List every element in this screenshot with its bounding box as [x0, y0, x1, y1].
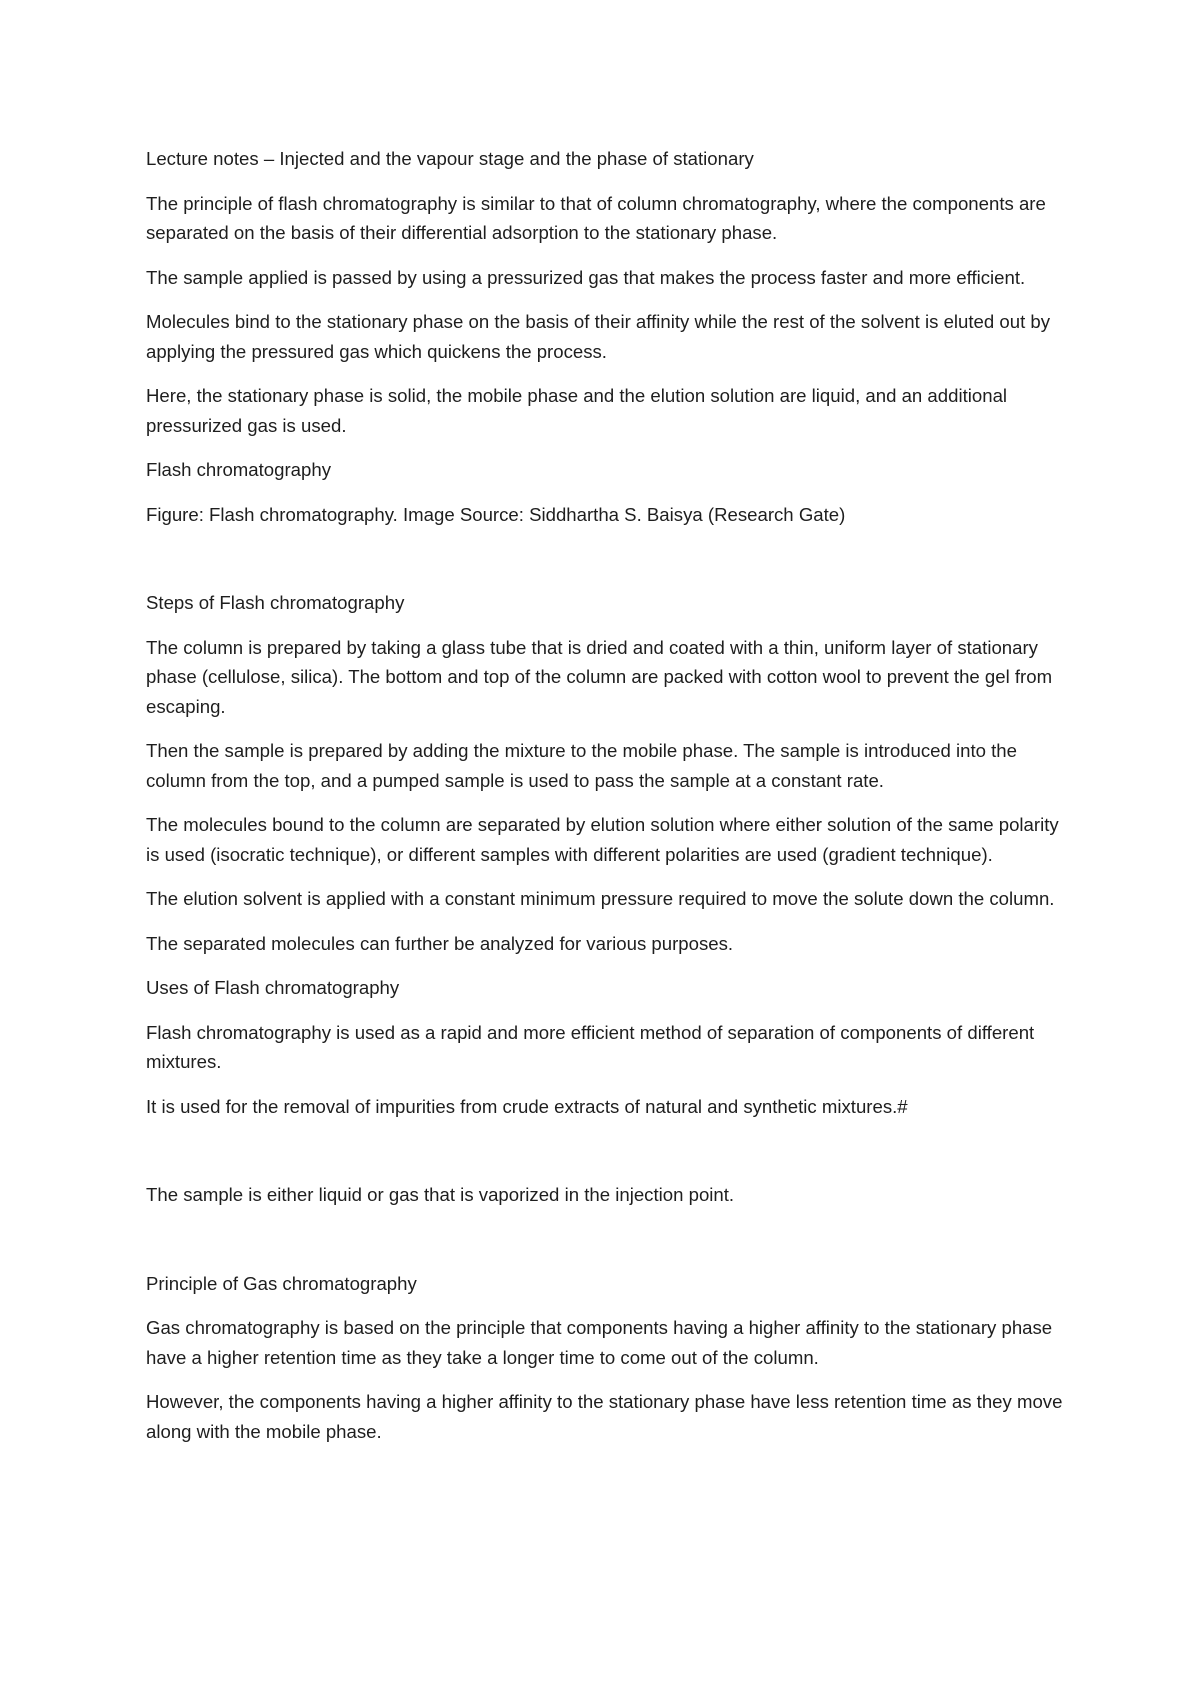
paragraph: The sample is either liquid or gas that is vaporized in the injection point. [146, 1184, 735, 1205]
paragraph: The column is prepared by taking a glass tube that is dried and coated with a thin, uniform layer of stationary phase (cellulose, silica). The bottom and top of the column are packed with cotton wool to prevent the gel from escaping. [146, 636, 1053, 717]
paragraph: The elution solvent is applied with a constant minimum pressure required to move the solute down the column. [146, 888, 1055, 909]
section-heading: Uses of Flash chromatography [146, 977, 400, 998]
paragraph: The separated molecules can further be analyzed for various purposes. [146, 932, 734, 954]
paragraph: Gas chromatography is based on the principle that components having a higher affinity to the stationary phase have a higher retention time as they take a longer time to come out of the column. [146, 1317, 1053, 1368]
document-body [146, 144, 1076, 1461]
lecture-title: Lecture notes – Injected and the vapour stage and the phase of stationary [146, 148, 754, 169]
paragraph: Then the sample is prepared by adding the mixture to the mobile phase. The sample is introduced into the column from the top, and a pumped sample is used to pass the sample at a constant rate. [146, 740, 1017, 791]
paragraph: It is used for the removal of impurities from crude extracts of natural and synthetic mixtures.# [146, 1095, 908, 1117]
paragraph: The principle of flash chromatography is similar to that of column chromatography, where the components are separated on the basis of their differential adsorption to the stationary phase. [146, 192, 1046, 243]
paragraph: Here, the stationary phase is solid, the mobile phase and the elution solution are liquid, and an additional pressurized gas is used. [146, 385, 1008, 436]
paragraph: Molecules bind to the stationary phase on the basis of their affinity while the rest of the solvent is eluted out by applying the pressured gas which quickens the process. [146, 311, 1051, 362]
section-heading: Flash chromatography [146, 459, 331, 480]
paragraph: The molecules bound to the column are separated by elution solution where either solution of the same polarity is used (isocratic technique), or different samples with different polarities are used (gradient technique). [146, 814, 1059, 865]
paragraph: Flash chromatography is used as a rapid and more efficient method of separation of components of different mixtures. [146, 1021, 1035, 1072]
paragraph: However, the components having a higher affinity to the stationary phase have less retention time as they move along with the mobile phase. [146, 1391, 1063, 1442]
section-heading: Principle of Gas chromatography [146, 1272, 417, 1294]
paragraph: The sample applied is passed by using a pressurized gas that makes the process faster and more efficient. [146, 266, 1026, 288]
figure-caption: Figure: Flash chromatography. Image Source: Siddhartha S. Baisya (Research Gate) [146, 503, 846, 525]
section-heading: Steps of Flash chromatography [146, 592, 405, 613]
